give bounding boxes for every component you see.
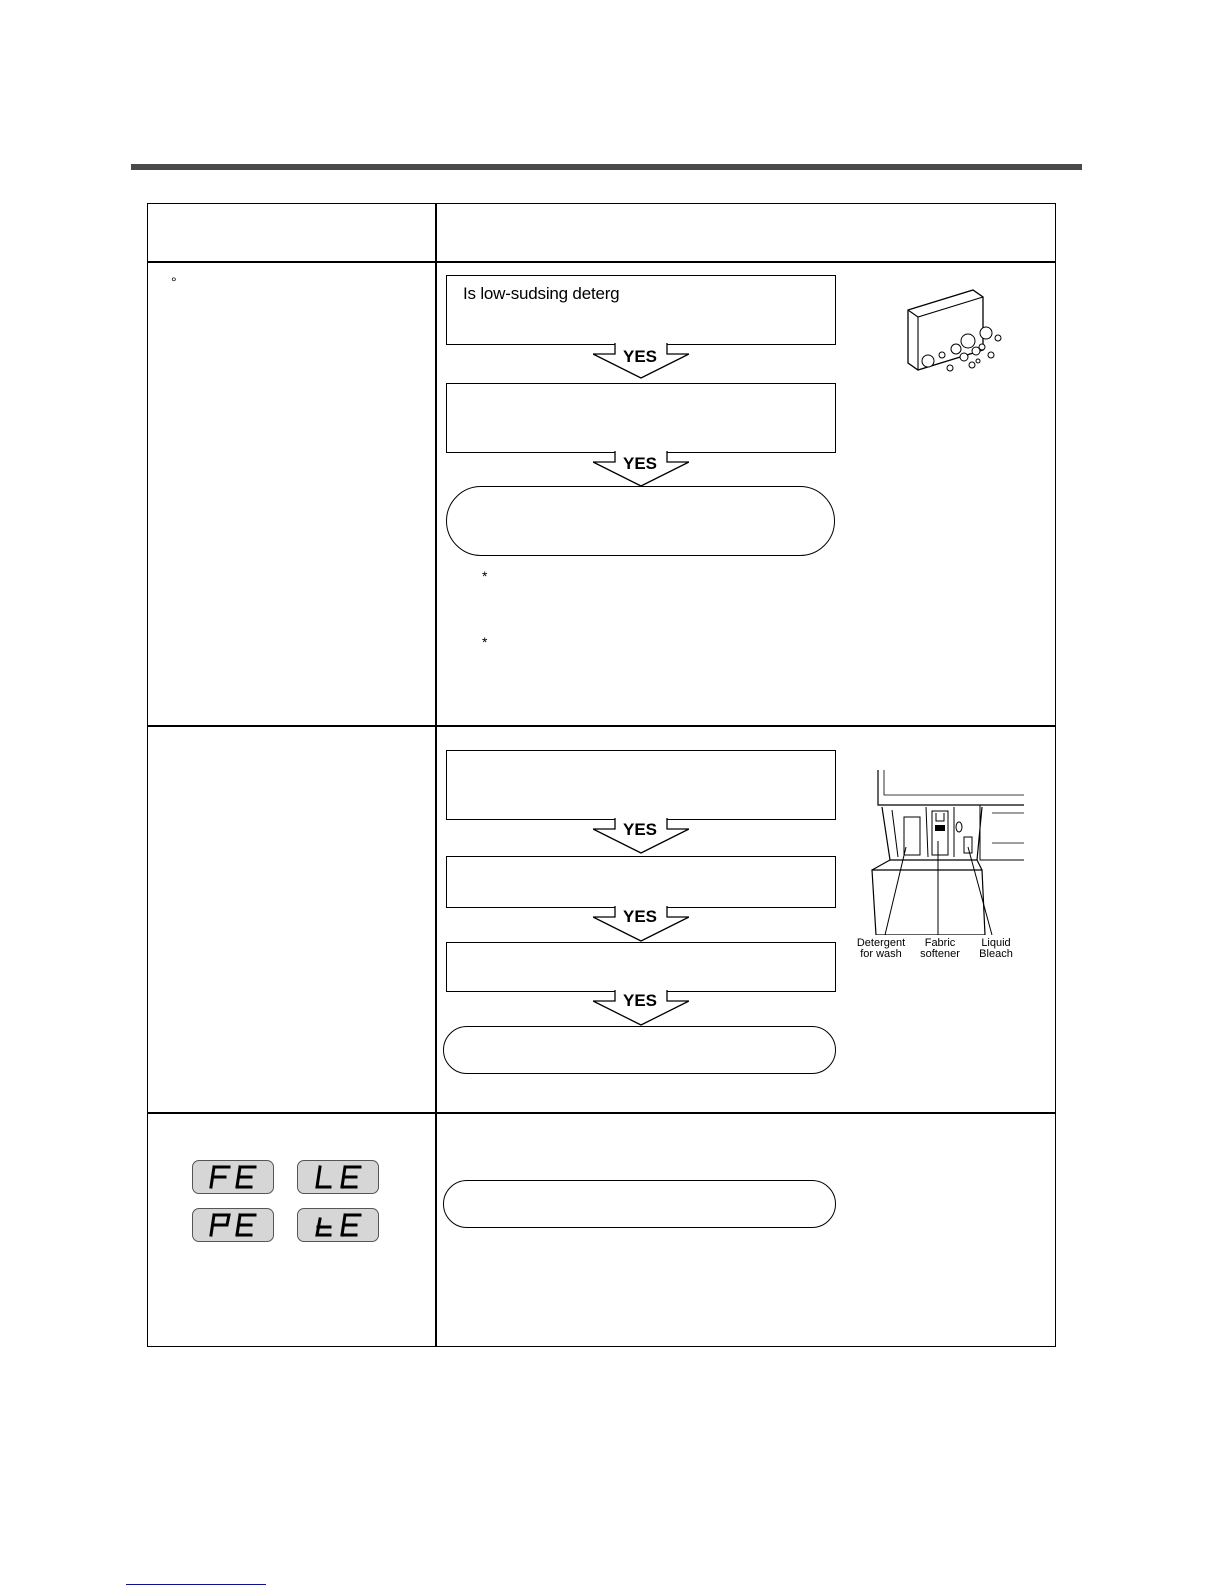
- asterisk-note-1: *: [482, 568, 488, 584]
- label-line: softener: [920, 948, 960, 960]
- lcd-display-te: [297, 1208, 379, 1242]
- dispenser-drawer-icon: [852, 765, 1027, 935]
- flow-box-4: [446, 856, 836, 908]
- detergent-label: [850, 938, 912, 960]
- header-row-divider: [147, 261, 1056, 263]
- label-line: Fabric: [924, 937, 956, 949]
- yes-label: YES: [622, 347, 658, 366]
- flow-result-3: [443, 1180, 836, 1228]
- lcd-fe-glyph-icon: [193, 1161, 272, 1192]
- yes-label: YES: [622, 991, 658, 1010]
- detergent-suds-icon: [898, 285, 1008, 380]
- label-line: Liquid: [981, 937, 1011, 949]
- yes-label: YES: [622, 907, 658, 926]
- lcd-display-fe: [192, 1160, 274, 1194]
- lcd-pe-glyph-icon: [193, 1209, 272, 1240]
- degree-mark: °: [171, 274, 177, 290]
- yes-label: YES: [622, 454, 658, 473]
- label-line: for wash: [860, 948, 902, 960]
- column-divider: [435, 203, 437, 1347]
- header-rule: [131, 164, 1082, 170]
- flow-result-1: [446, 486, 835, 556]
- flow-box-detergent-question: [446, 275, 836, 345]
- row-divider-1: [147, 725, 1056, 727]
- flow-box-text: Is low-sudsing deterg: [463, 284, 620, 303]
- yes-label: YES: [622, 820, 658, 839]
- label-line: Detergent: [856, 937, 906, 949]
- fabric-softener-label: [912, 938, 968, 960]
- asterisk-note-2: *: [482, 634, 488, 650]
- row-divider-2: [147, 1112, 1056, 1114]
- lcd-te-glyph-icon: [298, 1209, 377, 1240]
- liquid-bleach-label: [970, 938, 1022, 960]
- lcd-le-glyph-icon: [298, 1161, 377, 1192]
- lcd-display-pe: [192, 1208, 274, 1242]
- flow-box-2: [446, 383, 836, 453]
- flow-box-3: [446, 750, 836, 820]
- lcd-display-le: [297, 1160, 379, 1194]
- flow-box-5: [446, 942, 836, 992]
- label-line: Bleach: [979, 948, 1013, 960]
- flow-result-2: [443, 1026, 836, 1074]
